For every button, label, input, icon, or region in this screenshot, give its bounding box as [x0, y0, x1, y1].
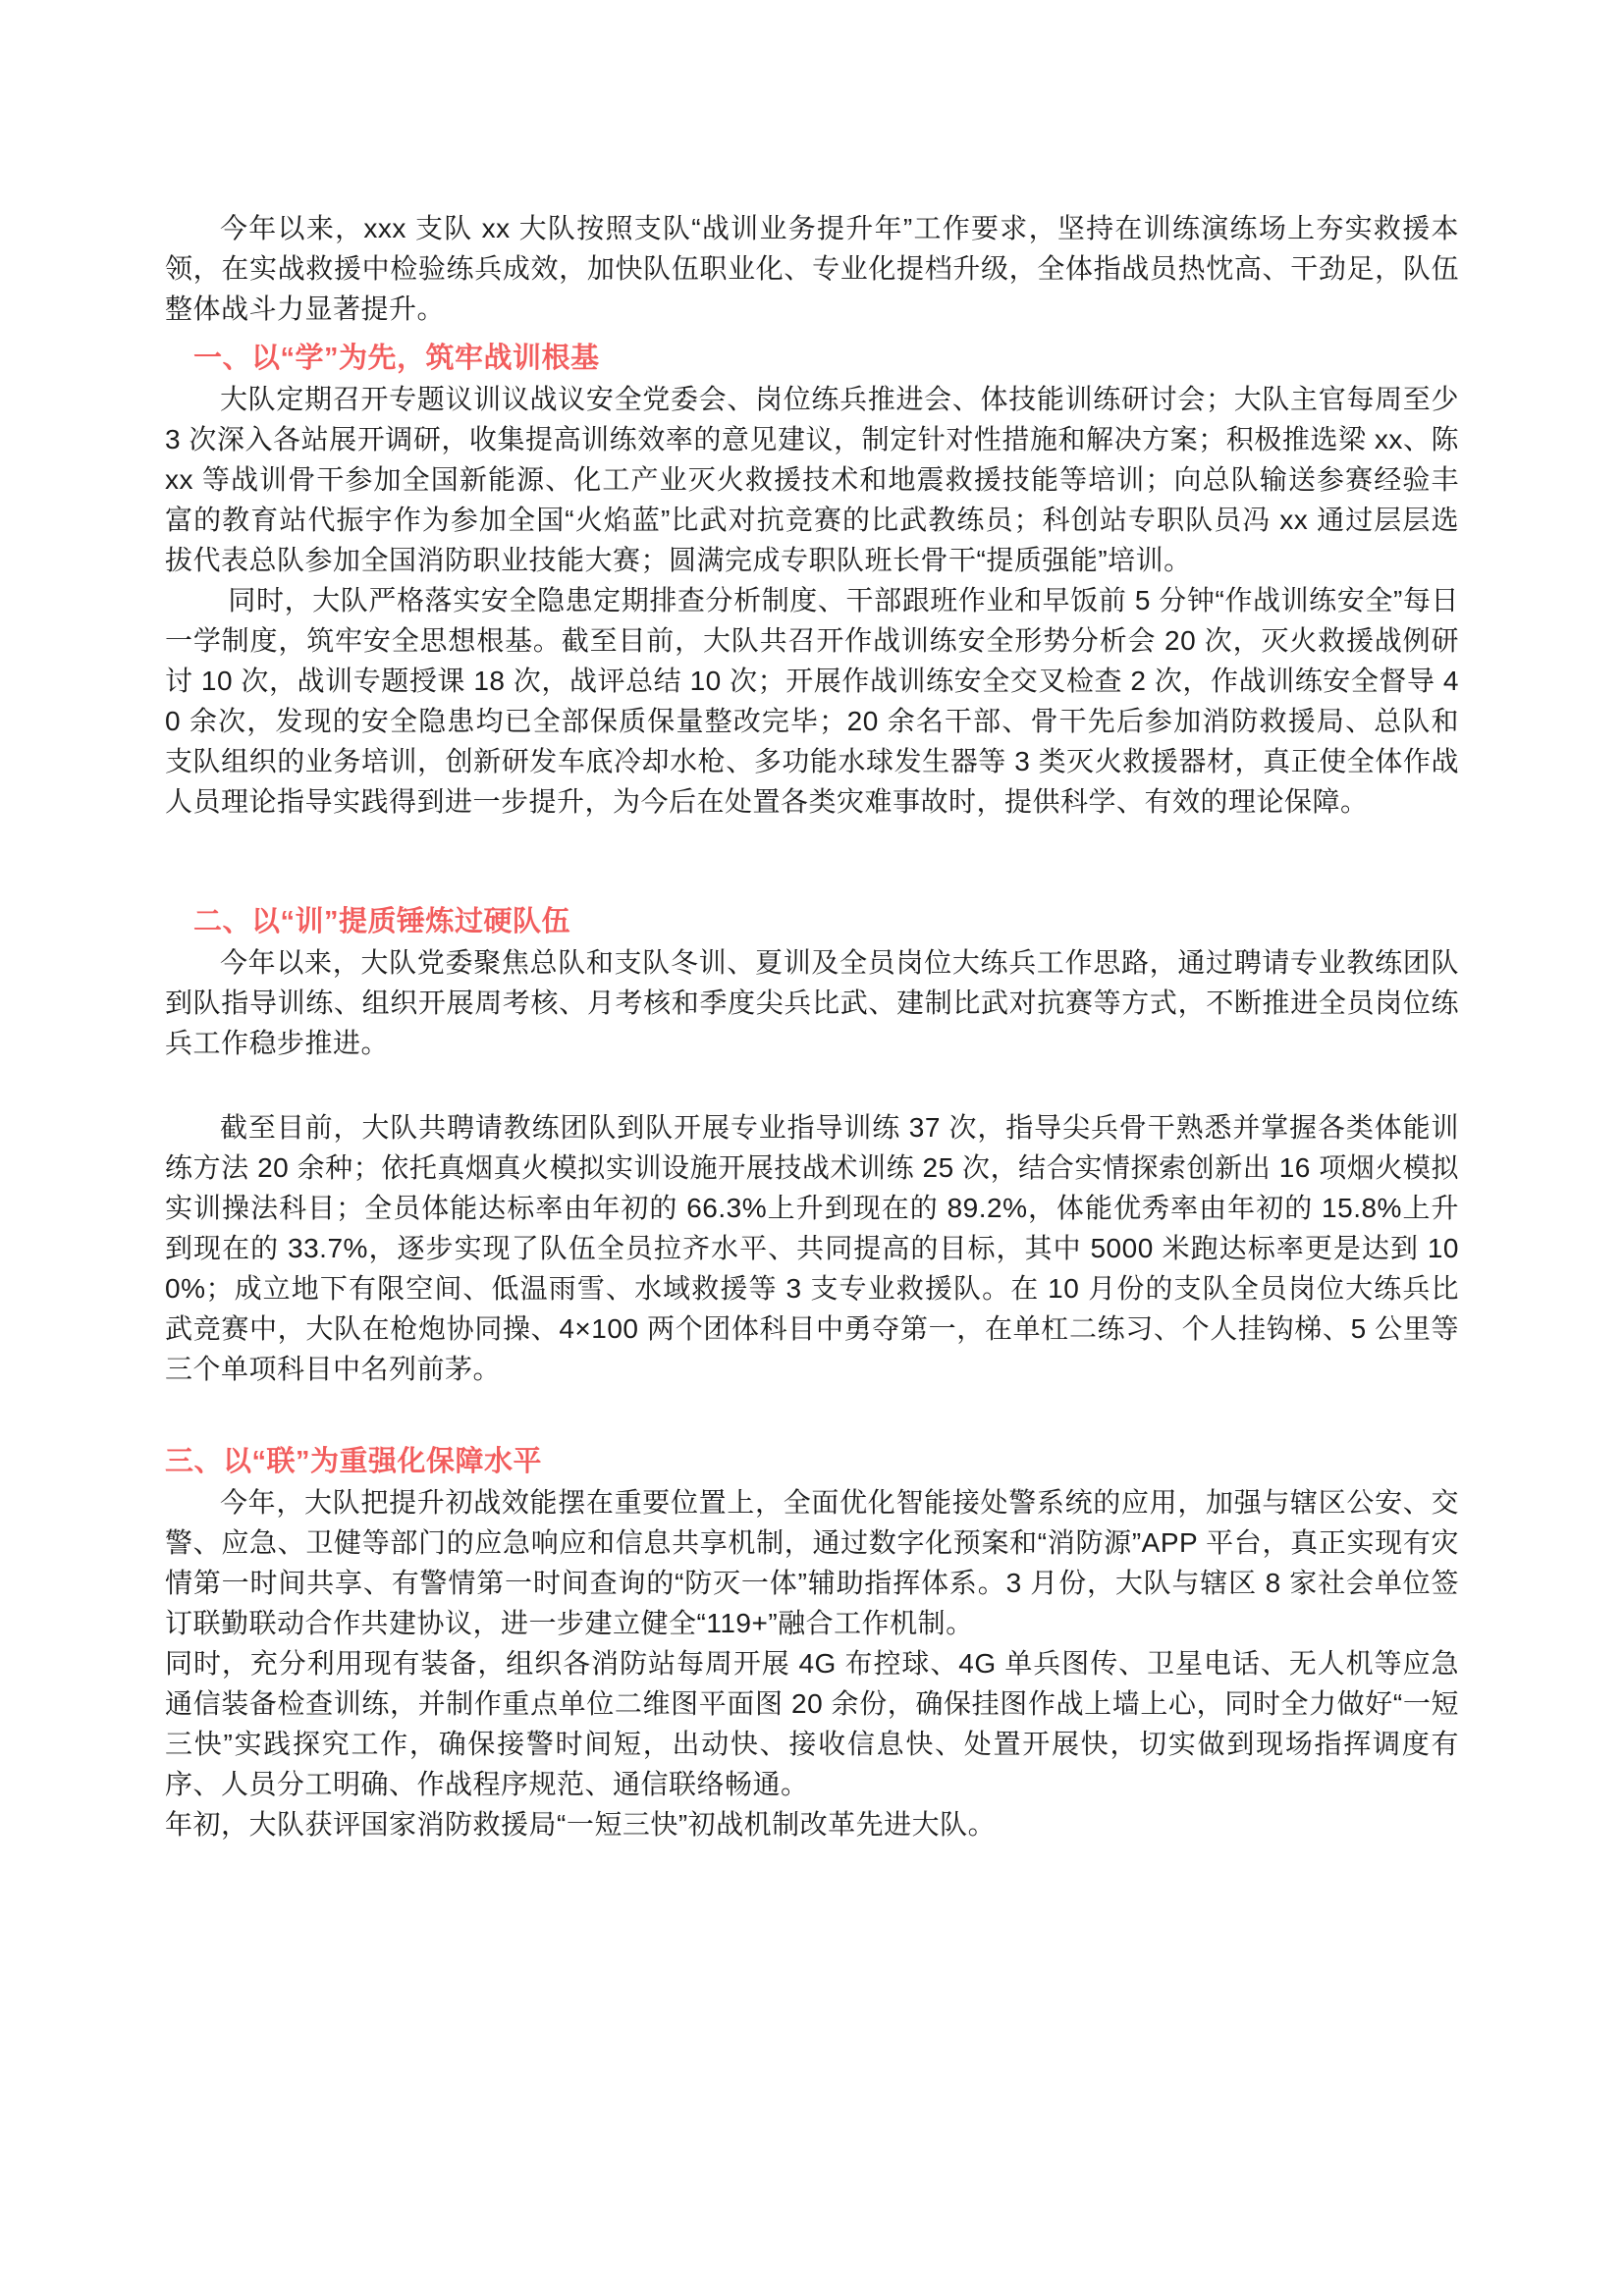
section-1-paragraph-2: 同时，大队严格落实安全隐患定期排查分析制度、干部跟班作业和早饭前 5 分钟“作战训练安全”每日一学制度，筑牢安全思想根基。截至目前，大队共召开作战训练安全形势分析会 20 次，灭火救援战例研讨 10 次，战训专题授课 18 次，战评总结 10 次；开展作战训练安全交叉检查 2 次，作战训练安全督导 40 余次，发现的安全隐患均已全部保质保量整改完毕；20 余名干部、骨干先后参加消防救援局、总队和支队组织的业务培训，创新研发车底冷却水枪、多功能水球发生器等 3 类灭火救援器材，真正使全体作战人员理论指导实践得到进一步提升，为今后在处置各类灾难事故时，提供科学、有效的理论保障。 — [165, 585, 1459, 817]
section-1-paragraph-1: 大队定期召开专题议训议战议安全党委会、岗位练兵推进会、体技能训练研讨会；大队主官每周至少 3 次深入各站展开调研，收集提高训练效率的意见建议，制定针对性措施和解决方案；积极推选梁 xx、陈 xx 等战训骨干参加全国新能源、化工产业灭火救援技术和地震救援技能等培训；向总队输送参赛经验丰富的教育站代振宇作为参加全国“火焰蓝”比武对抗竞赛的比武教练员；科创站专职队员冯 xx 通过层层选拔代表总队参加全国消防职业技能大赛；圆满完成专职队班长骨干“提质强能”培训。 — [165, 384, 1459, 575]
section-3-paragraph-2: 同时，充分利用现有装备，组织各消防站每周开展 4G 布控球、4G 单兵图传、卫星电话、无人机等应急通信装备检查训练，并制作重点单位二维图平面图 20 余份，确保挂图作战上墙上心，同时全力做好“一短三快”实践探究工作，确保接警时间短，出动快、接收信息快、处置开展快，切实做到现场指挥调度有序、人员分工明确、作战程序规范、通信联络畅通。 — [165, 1648, 1459, 1799]
intro-paragraph: 今年以来，xxx 支队 xx 大队按照支队“战训业务提升年”工作要求，坚持在训练演练场上夯实救援本领，在实战救援中检验练兵成效，加快队伍职业化、专业化提档升级，全体指战员热忱高、干劲足，队伍整体战斗力显著提升。 — [165, 213, 1459, 324]
section-2-paragraph-2: 截至目前，大队共聘请教练团队到队开展专业指导训练 37 次，指导尖兵骨干熟悉并掌握各类体能训练方法 20 余种；依托真烟真火模拟实训设施开展技战术训练 25 次，结合实情探索创新出 16 项烟火模拟实训操法科目；全员体能达标率由年初的 66.3%上升到现在的 89.2%，体能优秀率由年初的 15.8%上升到现在的 33.7%，逐步实现了队伍全员拉齐水平、共同提高的目标，其中 5000 米跑达标率更是达到 100%；成立地下有限空间、低温雨雪、水域救援等 3 支专业救援队。在 10 月份的支队全员岗位大练兵比武竞赛中，大队在枪炮协同操、4×100 两个团体科目中勇夺第一，在单杠二练习、个人挂钩梯、5 公里等三个单项科目中名列前茅。 — [165, 1112, 1459, 1384]
section-3-heading: 三、以“联”为重强化保障水平 — [165, 1446, 543, 1477]
closing-paragraph: 年初，大队获评国家消防救援局“一短三快”初战机制改革先进大队。 — [165, 1809, 997, 1840]
section-3-paragraph-1: 今年，大队把提升初战效能摆在重要位置上，全面优化智能接处警系统的应用，加强与辖区公安、交警、应急、卫健等部门的应急响应和信息共享机制，通过数字化预案和“消防源”APP 平台，真正实现有灾情第一时间共享、有警情第一时间查询的“防灭一体”辅助指挥体系。3 月份，大队与辖区 8 家社会单位签订联勤联动合作共建协议，进一步建立健全“119+”融合工作机制。 — [165, 1487, 1459, 1638]
section-1-heading: 一、以“学”为先，筑牢战训根基 — [193, 343, 600, 374]
section-2-paragraph-1: 今年以来，大队党委聚焦总队和支队冬训、夏训及全员岗位大练兵工作思路，通过聘请专业教练团队到队指导训练、组织开展周考核、月考核和季度尖兵比武、建制比武对抗赛等方式，不断推进全员岗位练兵工作稳步推进。 — [165, 947, 1459, 1058]
section-2-heading: 二、以“训”提质锤炼过硬队伍 — [193, 906, 571, 937]
